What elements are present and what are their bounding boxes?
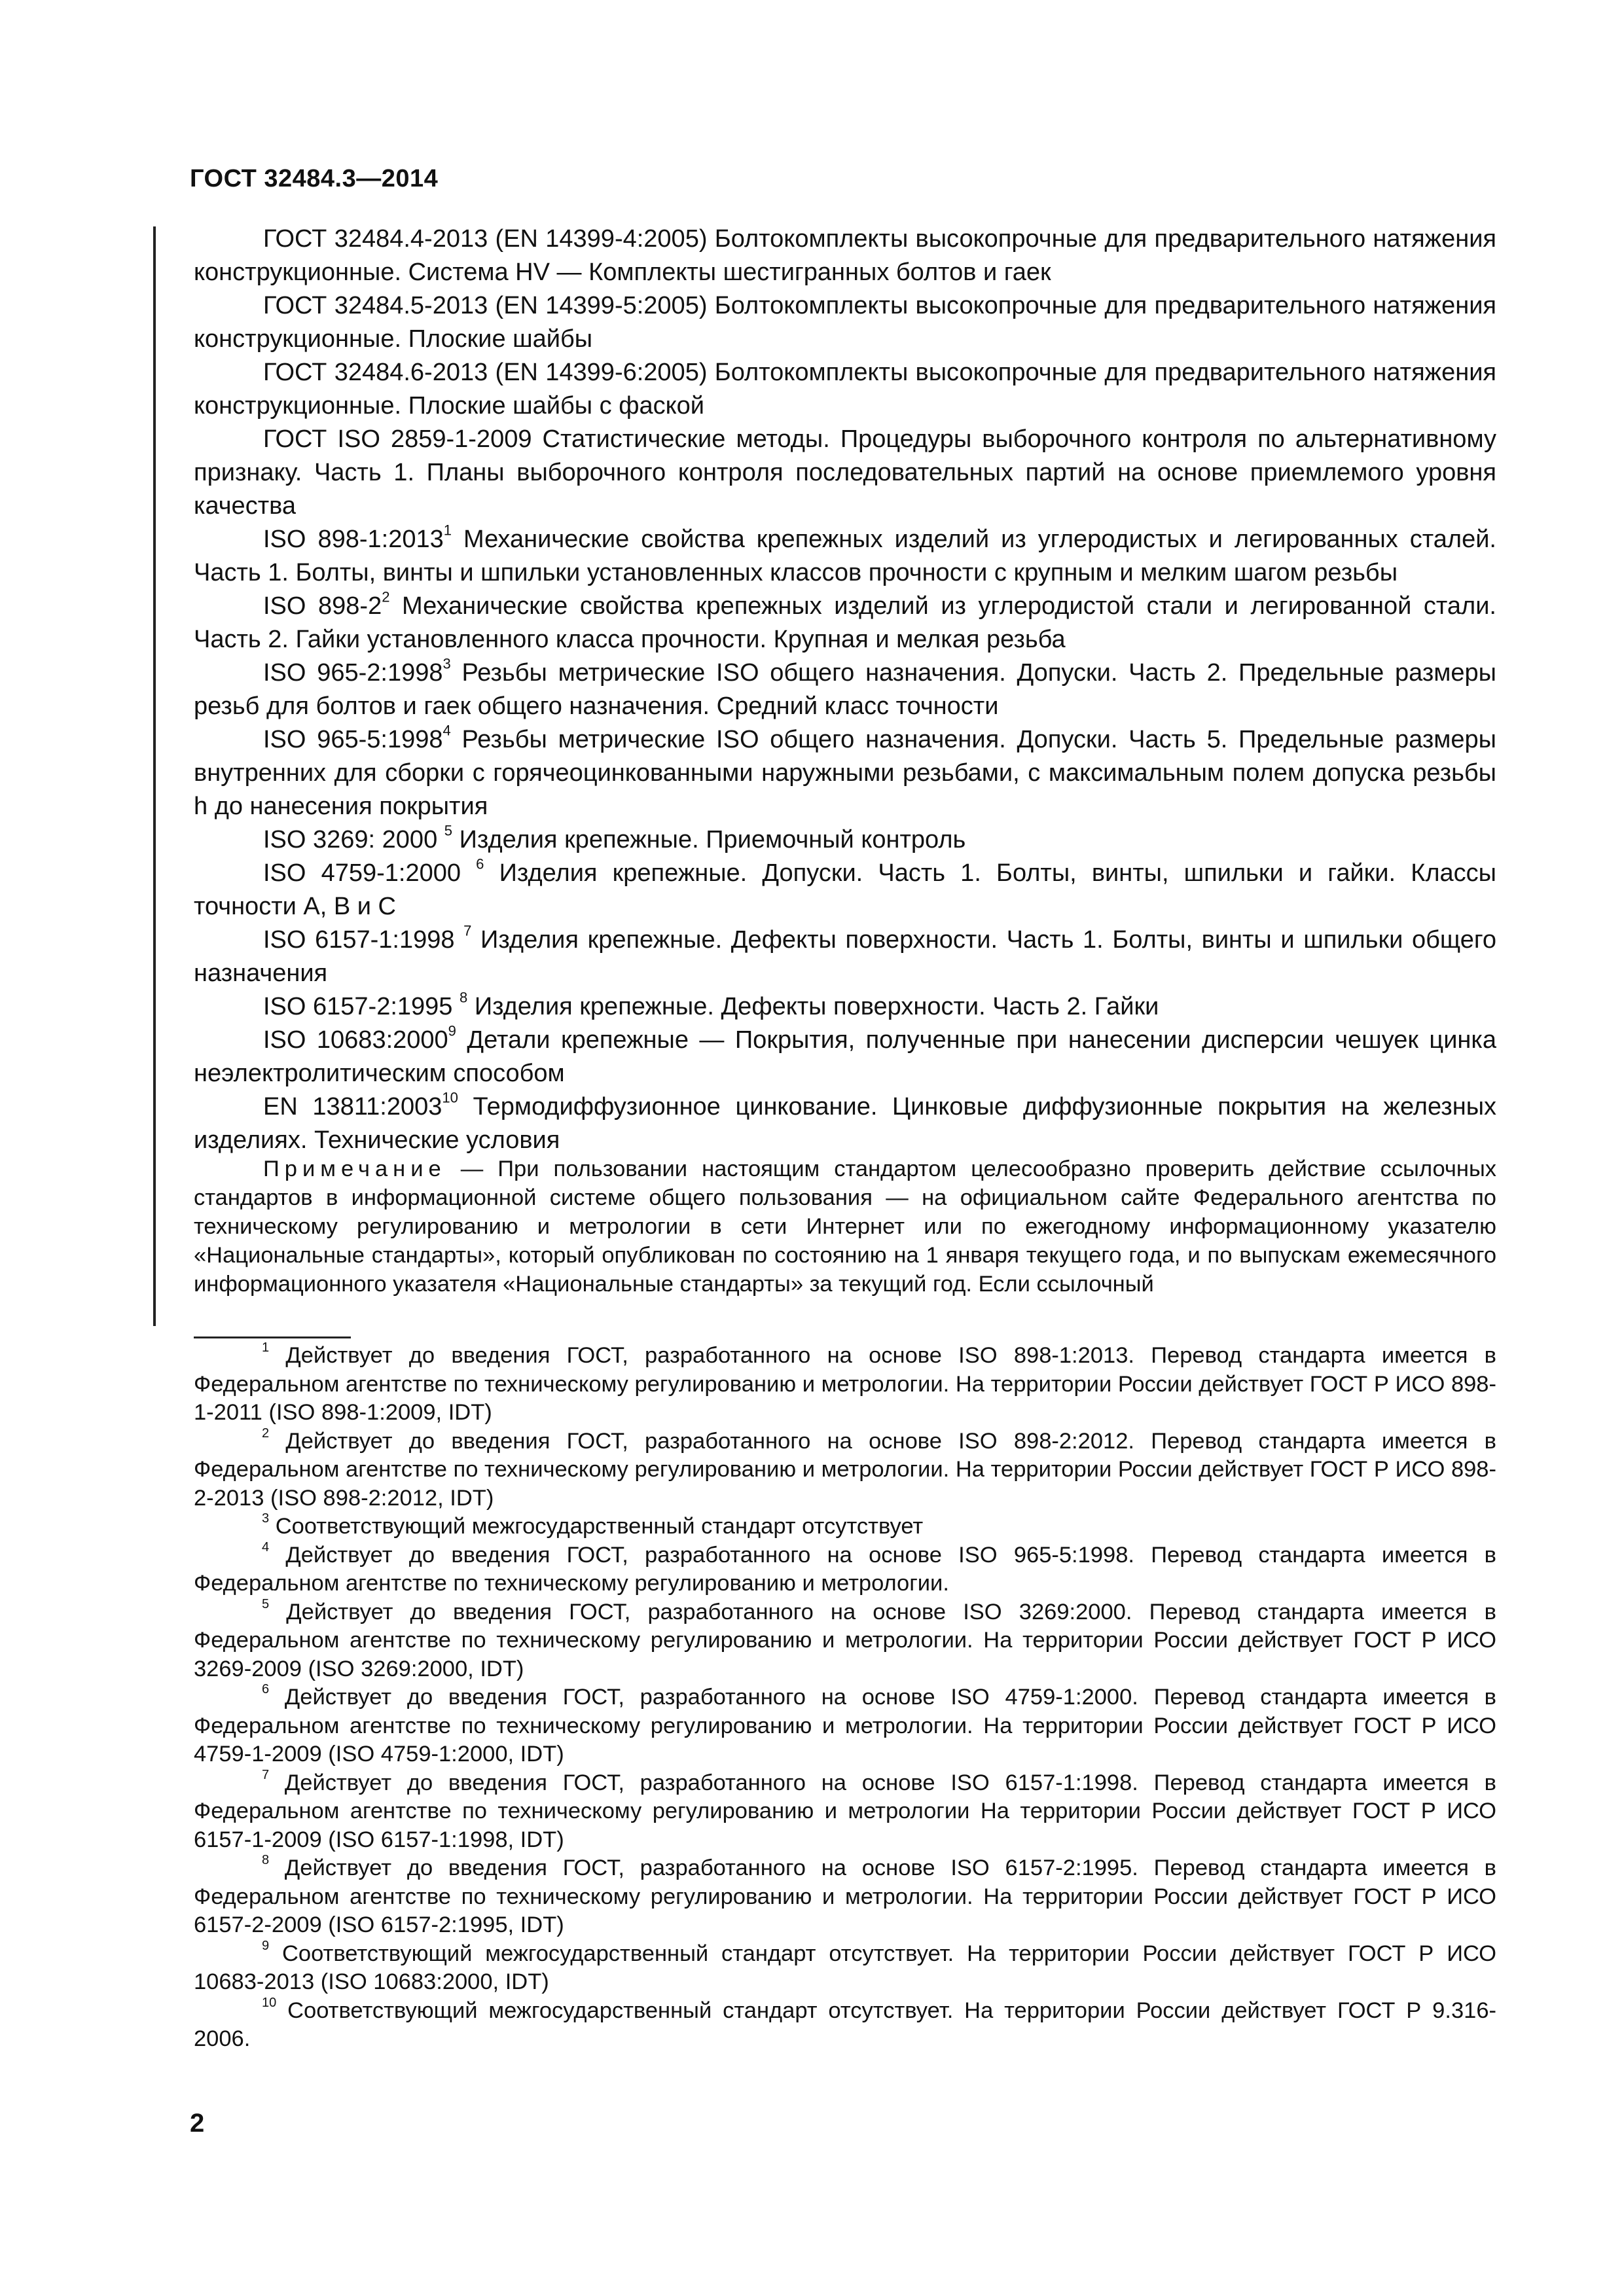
- change-bar: [153, 226, 156, 1326]
- document-header: ГОСТ 32484.3—2014: [190, 165, 439, 192]
- reference-item: ISO 965-2:1998$^3$ Резьбы метрические ISO общего назначения. Допуски. Часть 2. Предельные размеры резьб для болтов и гаек общего назначения. Средний класс точности: [194, 655, 1496, 720]
- footnote-marker: 3: [442, 655, 451, 672]
- footnote-separator: [194, 1336, 351, 1338]
- reference-item: ГОСТ 32484.5-2013 (EN 14399-5:2005) Болтокомплекты высокопрочные для предварительного натяжения конструкционные. Плоские шайбы: [194, 292, 1496, 353]
- footnote-item: $^6$ Действует до введения ГОСТ, разработанного на основе ISO 4759-1:2000. Перевод стандарта имеется в Федеральном агентстве по техническому регулированию и метрологии. На территории России действует ГОСТ Р ИСО 4759-1-2009 (ISO 4759-1:2000, IDT): [194, 1682, 1496, 1767]
- footnote-marker: 4: [442, 722, 451, 739]
- footnote-marker: 5: [444, 822, 453, 839]
- reference-item: ISO 3269: 2000 $^5$ Изделия крепежные. Приемочный контроль: [263, 822, 966, 853]
- reference-item: ISO 898-1:2013$^1$ Механические свойства крепежных изделий из углеродистых и легированных сталей. Часть 1. Болты, винты и шпильки установленных классов прочности с крупным и мелким шагом резьбы: [194, 522, 1496, 586]
- footnote-item: $^9$ Соответствующий межгосударственный стандарт отсутствует. На территории России действует ГОСТ Р ИСО 10683-2013 (ISO 10683:2000, IDT): [194, 1938, 1496, 1994]
- references-list: [194, 223, 1496, 1157]
- reference-item: ISO 4759-1:2000 $^6$ Изделия крепежные. Допуски. Часть 1. Болты, винты, шпильки и гайки. Классы точности А, В и С: [194, 855, 1496, 920]
- reference-item: ISO $898-2^2$ Механические свойства крепежных изделий из углеродистой стали и легированной стали. Часть 2. Гайки установленного класса прочности. Крупная и мелкая резьба: [194, 588, 1496, 653]
- footnote-item: $^2$ Действует до введения ГОСТ, разработанного на основе ISO 898-2:2012. Перевод стандарта имеется в Федеральном агентстве по техническому регулированию и метрологии. На территории России действует ГОСТ Р ИСО 898-2-2013 (ISO 898-2:2012, IDT): [194, 1426, 1496, 1511]
- reference-item: ГОСТ 32484.4-2013 (EN 14399-4:2005) Болтокомплекты высокопрочные для предварительного натяжения конструкционные. Система HV — Комплекты шестигранных болтов и гаек: [194, 225, 1496, 286]
- footnote-marker: 8: [460, 989, 468, 1006]
- footnote-item: $^3$ Соответствующий межгосударственный стандарт отсутствует: [262, 1511, 924, 1539]
- reference-item: ISO 6157-2:1995 $^8$ Изделия крепежные. Дефекты поверхности. Часть 2. Гайки: [263, 989, 1159, 1020]
- reference-item: ISO 6157-1:1998 $^7$ Изделия крепежные. Дефекты поверхности. Часть 1. Болты, винты и шпильки общего назначения: [194, 922, 1496, 987]
- footnote-marker: 9: [448, 1022, 456, 1039]
- note-label: Примечание: [263, 1157, 446, 1181]
- footnote-marker: 2: [382, 588, 390, 605]
- footnote-marker: 10: [442, 1089, 458, 1106]
- reference-item: ISO 965-5:1998$^4$ Резьбы метрические ISO общего назначения. Допуски. Часть 5. Предельные размеры внутренних для сборки с горячеоцинкованными наружными резьбами, с максимальным полем допуска резьбы h до нанесения покрытия: [194, 722, 1496, 820]
- footnote-marker: 6: [476, 855, 484, 872]
- footnotes-list: [194, 1342, 1496, 2054]
- footnote-marker: 1: [443, 522, 452, 539]
- footnote-marker: 7: [463, 922, 472, 939]
- footnote-item: $^8$ Действует до введения ГОСТ, разработанного на основе ISO 6157-2:1995. Перевод стандарта имеется в Федеральном агентстве по техническому регулированию и метрологии. На территории России действует ГОСТ Р ИСО 6157-2-2009 (ISO 6157-2:1995, IDT): [194, 1853, 1496, 1937]
- footnote-item: $^4$ Действует до введения ГОСТ, разработанного на основе ISO 965-5:1998. Перевод стандарта имеется в Федеральном агентстве по техническому регулированию и метрологии.: [194, 1539, 1496, 1596]
- note-text: — При пользовании настоящим стандартом целесообразно проверить действие ссылочных стандартов в информационной системе общего пользования — на официальном сайте Федерального агентства по техническому регулированию и метрологии в сети Интернет или по ежегодному информационному указателю «Национальные стандарты», который опубликован по состоянию на 1 января текущего года, и по выпускам ежемесячного информационного указателя «Национальные стандарты» за текущий год. Если ссылочный: [194, 1157, 1496, 1297]
- reference-item: ГОСТ ISO 2859-1-2009 Статистические методы. Процедуры выборочного контроля по альтернативному признаку. Часть 1. Планы выборочного контроля последовательных партий на основе приемлемого уровня качества: [194, 425, 1496, 520]
- footnote-item: $^1$ Действует до введения ГОСТ, разработанного на основе ISO 898-1:2013. Перевод стандарта имеется в Федеральном агентстве по техническому регулированию и метрологии. На территории России действует ГОСТ Р ИСО 898-1-2011 (ISO 898-1:2009, IDT): [194, 1340, 1496, 1425]
- page-number: 2: [190, 2109, 205, 2138]
- footnote-item: $^7$ Действует до введения ГОСТ, разработанного на основе ISO 6157-1:1998. Перевод стандарта имеется в Федеральном агентстве по техническому регулированию и метрологии На территории России действует ГОСТ Р ИСО 6157-1-2009 (ISO 6157-1:1998, IDT): [194, 1767, 1496, 1852]
- footnote-item: $^5$ Действует до введения ГОСТ, разработанного на основе ISO 3269:2000. Перевод стандарта имеется в Федеральном агентстве по техническому регулированию и метрологии. На территории России действует ГОСТ Р ИСО 3269-2009 (ISO 3269:2000, IDT): [194, 1596, 1496, 1681]
- reference-item: EN 13811:2003$^{10}$ Термодиффузионное цинкование. Цинковые диффузионные покрытия на железных изделиях. Технические условия: [194, 1089, 1497, 1154]
- footnote-item: $^{10}$ Соответствующий межгосударственный стандарт отсутствует. На территории России действует ГОСТ Р 9.316-2006.: [194, 1995, 1496, 2051]
- reference-item: ISO 10683:2000$^9$ Детали крепежные — Покрытия, полученные при нанесении дисперсии чешуек цинка неэлектролитическим способом: [194, 1022, 1496, 1087]
- note-paragraph: [194, 1155, 1496, 1299]
- reference-item: ГОСТ 32484.6-2013 (EN 14399-6:2005) Болтокомплекты высокопрочные для предварительного натяжения конструкционные. Плоские шайбы с фаской: [194, 359, 1496, 420]
